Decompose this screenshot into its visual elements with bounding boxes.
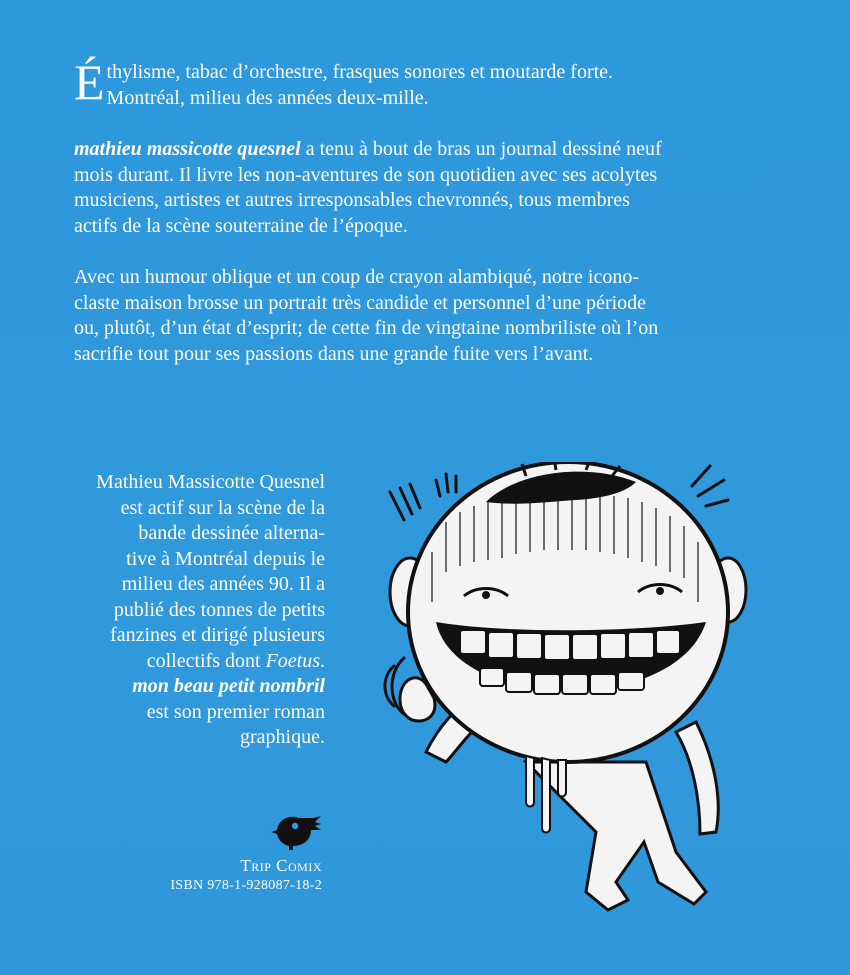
- foetus-title: Foetus: [265, 649, 320, 672]
- intro-paragraph-2: mathieu massicotte quesnel a tenu à bout de bras un journal dessiné neuf mois durant. Il livre les non-aventures de son quotidien avec ses acolytes musiciens, artistes et autres irresponsables chevronnés, tous membres actifs de la scène souterraine de l’époque.: [74, 138, 662, 237]
- author-name: mathieu massicotte quesnel: [74, 138, 301, 160]
- intro-text: [74, 54, 714, 393]
- isbn: ISBN 978-1-928087-18-2: [170, 878, 322, 893]
- author-bio: Mathieu Massicotte Quesnel est actif sur la scène de la bande dessinée alterna- tive à Montréal depuis le milieu des années 90. Il a publié des tonnes de petits fanzines et dirigé plusieurs collectifs dont Foetus. mon beau petit nombril est son premier roman graphique.: [40, 470, 325, 751]
- intro-paragraph-1: Éthylisme, tabac d’orchestre, frasques sonores et moutarde forte. Montréal, milieu des années deux-mille.: [74, 54, 614, 110]
- intro-paragraph-3: Avec un humour oblique et un coup de crayon alambiqué, notre icono- claste maison brosse un portrait très candide et personnel d’une période ou, plutôt, d’un état d’esprit; de cette fin de vingtaine nombriliste où l’on sacrifie tout pour ses passions dans une grande fuite vers l’avant.: [74, 266, 659, 365]
- publisher-name: Trip Comix: [240, 856, 322, 875]
- book-title: mon beau petit nombril: [132, 675, 325, 697]
- grinning-character-icon: [376, 462, 756, 932]
- drop-cap: É: [74, 54, 105, 110]
- bird-logo-icon: [263, 812, 323, 852]
